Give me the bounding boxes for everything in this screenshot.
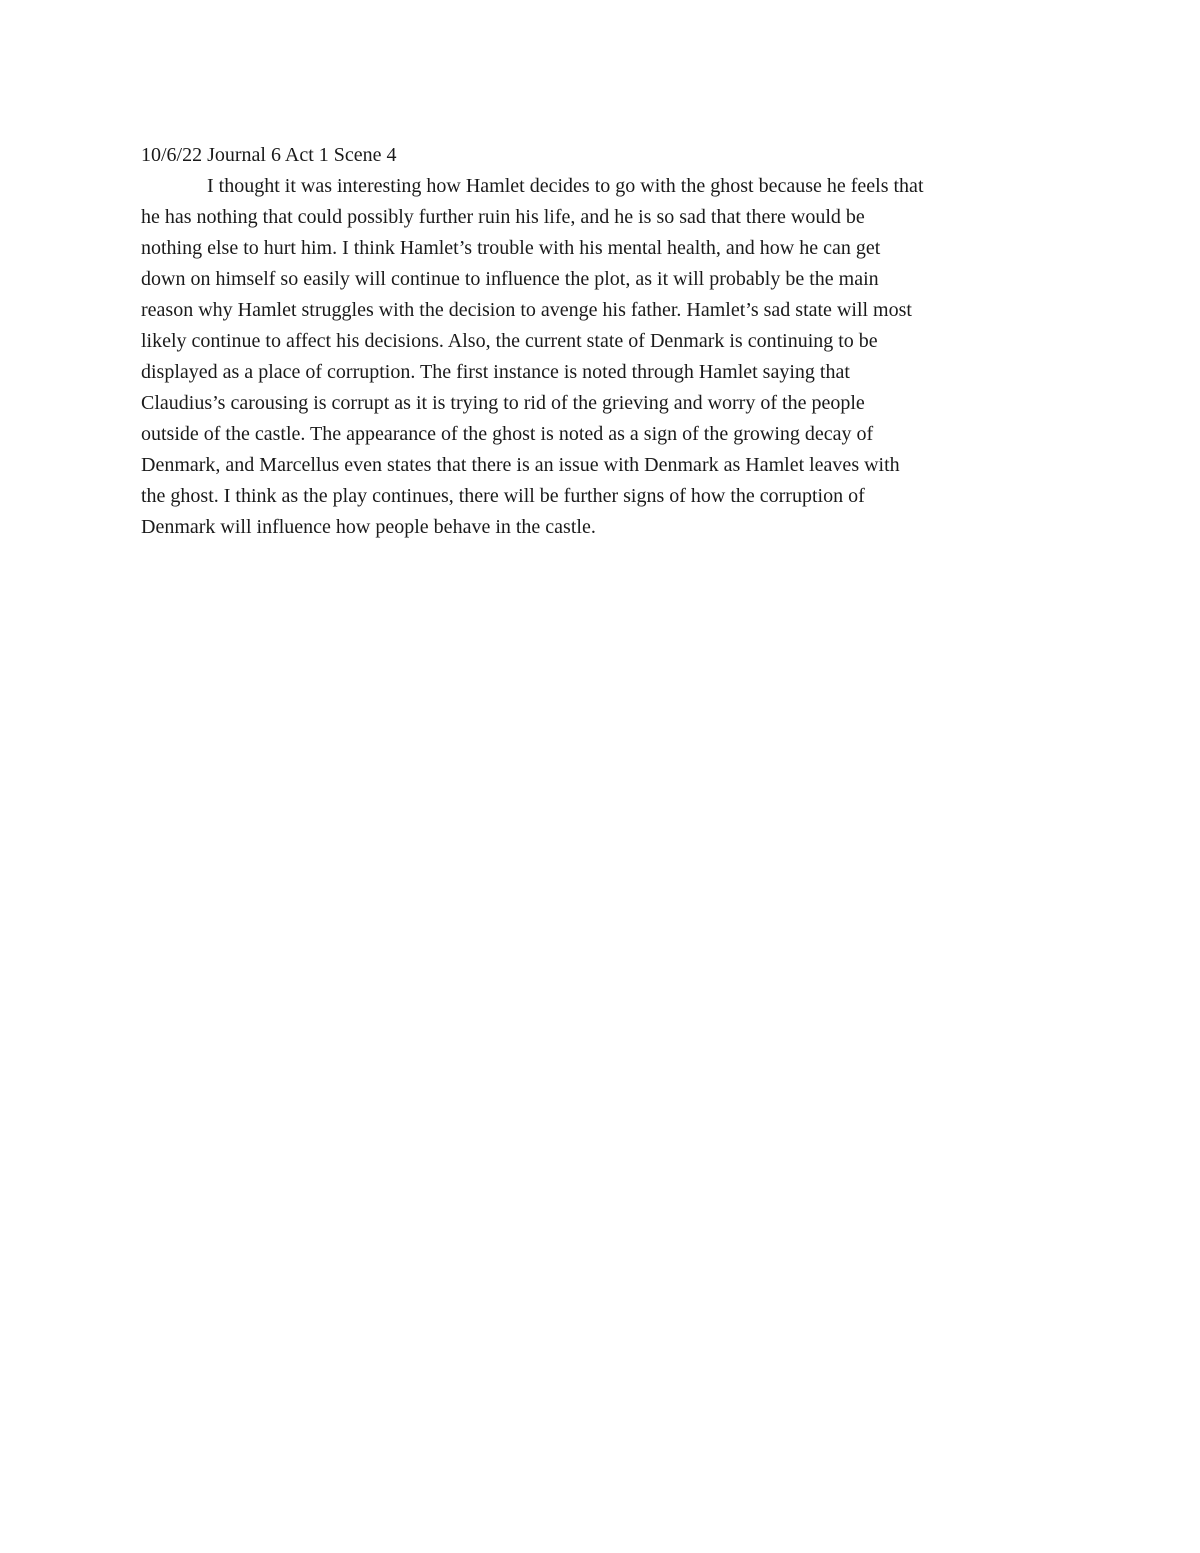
paragraph-line: Denmark will influence how people behave in the castle. <box>141 516 596 538</box>
paragraph-line: down on himself so easily will continue to influence the plot, as it will probably be the main <box>141 268 879 290</box>
paragraph-line: reason why Hamlet struggles with the decision to avenge his father. Hamlet’s sad state will most <box>141 299 912 321</box>
paragraph-line: he has nothing that could possibly further ruin his life, and he is so sad that there would be <box>141 206 865 228</box>
paragraph-line: I thought it was interesting how Hamlet decides to go with the ghost because he feels that <box>207 175 924 197</box>
paragraph-line: nothing else to hurt him. I think Hamlet’s trouble with his mental health, and how he can get <box>141 237 881 259</box>
paragraph-line: outside of the castle. The appearance of the ghost is noted as a sign of the growing decay of <box>141 423 874 445</box>
paragraph-line: the ghost. I think as the play continues, there will be further signs of how the corruption of <box>141 485 865 507</box>
paragraph-line: Denmark, and Marcellus even states that there is an issue with Denmark as Hamlet leaves with <box>141 454 900 476</box>
paragraph-line: Claudius’s carousing is corrupt as it is trying to rid of the grieving and worry of the people <box>141 392 865 414</box>
paragraph-line: displayed as a place of corruption. The first instance is noted through Hamlet saying that <box>141 361 850 383</box>
journal-heading: 10/6/22 Journal 6 Act 1 Scene 4 <box>141 144 397 166</box>
journal-paragraph <box>141 171 1061 543</box>
paragraph-line: likely continue to affect his decisions. Also, the current state of Denmark is continuing to be <box>141 330 878 352</box>
document-body <box>141 140 1061 543</box>
